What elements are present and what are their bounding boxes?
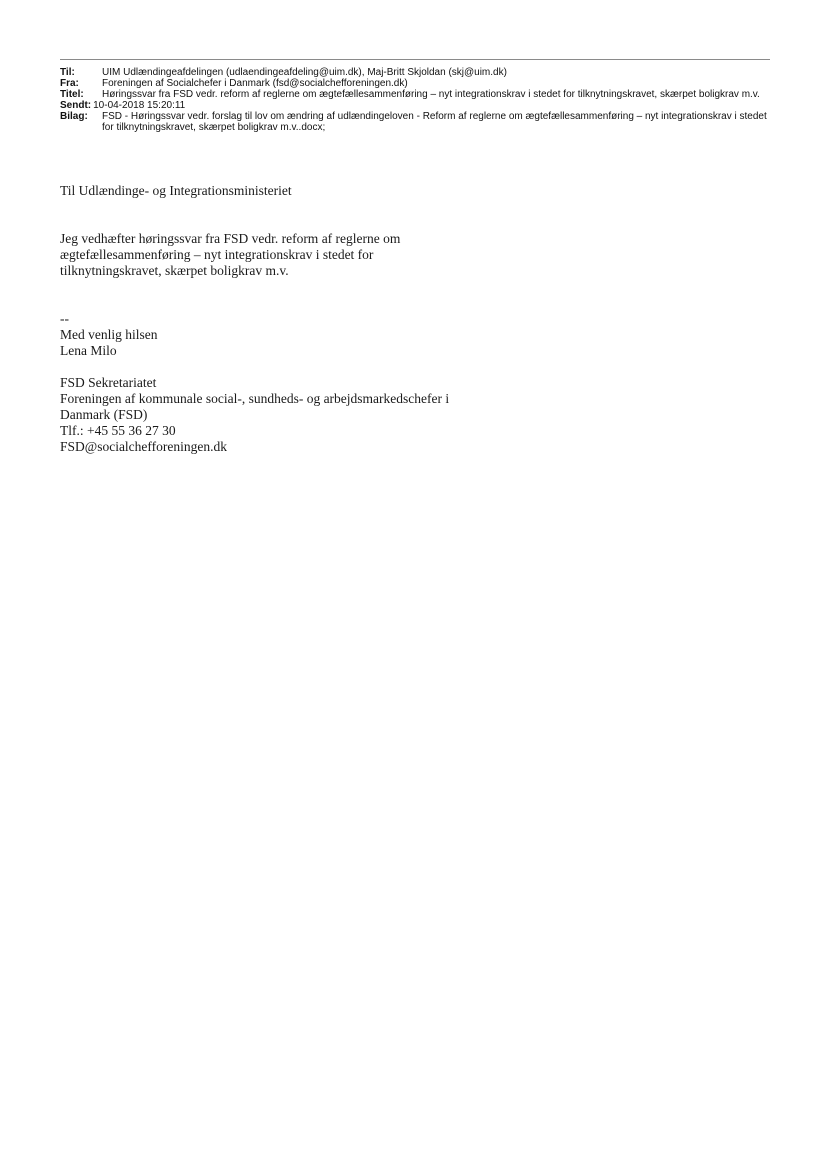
email-body [60,183,520,455]
from-label: Fra: [60,78,79,89]
signature-line: FSD Sekretariatet [60,375,157,390]
to-value: UIM Udlændingeafdelingen (udlaendingeafdeling@uim.dk), Maj-Britt Skjoldan (skj@uim.dk) [102,67,507,78]
subject-value: Høringssvar fra FSD vedr. reform af reglerne om ægtefællesammenføring – nyt integrationskrav i stedet for tilknytningskravet, skærpet boligkrav m.v. [102,89,760,100]
email-header [60,67,772,133]
header-divider [60,59,770,60]
spacer [60,279,520,295]
header-row-from [60,78,772,89]
spacer [60,215,520,231]
from-value: Foreningen af Socialchefer i Danmark (fsd@socialchefforeningen.dk) [102,78,408,89]
sent-label: Sendt: [60,100,92,111]
sender-name: Lena Milo [60,343,117,358]
spacer [60,295,520,311]
spacer [60,199,520,215]
sent-value: 10-04-2018 15:20:11 [93,100,186,111]
message-line: ægtefællesammenføring – nyt integrationskrav i stedet for [60,247,374,262]
message-line: Jeg vedhæfter høringssvar fra FSD vedr. reform af reglerne om [60,231,401,246]
attachment-label: Bilag: [60,111,88,122]
spacer [60,359,520,375]
header-row-sent [60,100,772,111]
signature-phone: Tlf.: +45 55 36 27 30 [60,423,176,438]
signature-separator: -- [60,311,69,326]
signature-email: FSD@socialchefforeningen.dk [60,439,228,454]
greeting: Til Udlændinge- og Integrationsministeriet [60,183,292,198]
attachment-value: FSD - Høringssvar vedr. forslag til lov om ændring af udlændingeloven - Reform af reglerne om ægtefællesammenføring – nyt integrationskrav i stedet for tilknytningskravet, skærpet boligkrav m.v..docx; [102,111,767,133]
to-label: Til: [60,67,75,78]
header-row-subject [60,89,772,100]
signature-line: Foreningen af kommunale social-, sundheds- og arbejdsmarkedschefer i [60,391,450,406]
signature-line: Danmark (FSD) [60,407,148,422]
closing: Med venlig hilsen [60,327,158,342]
header-row-attachment [60,111,772,133]
message-line: tilknytningskravet, skærpet boligkrav m.v. [60,263,289,278]
subject-label: Titel: [60,89,84,100]
header-row-to [60,67,772,78]
